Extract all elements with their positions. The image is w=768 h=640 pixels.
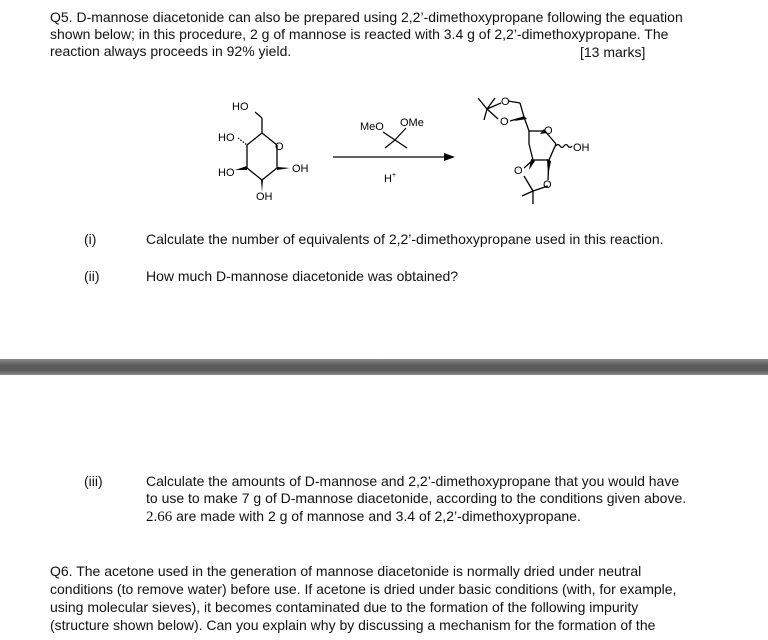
ho-top-label: HO — [232, 101, 249, 113]
ho-mid-label: HO — [218, 132, 235, 144]
product-o-low-left: O — [514, 165, 523, 177]
q5-marks: [13 marks] — [580, 44, 646, 60]
page-divider — [0, 359, 768, 375]
question-i-text: Calculate the number of equivalents of 2,2’-dimethoxypropane used in this reaction. — [146, 231, 664, 247]
product-o-low-right: O — [543, 179, 552, 191]
reaction-scheme — [0, 0, 768, 230]
answer-text: are made with 2 g of mannose and 3.4 of 2,2’-dimethoxypropane. — [172, 508, 581, 524]
question-iii-answer — [146, 508, 581, 526]
acid-catalyst-label: H+ — [384, 172, 397, 185]
reaction-arrow — [333, 153, 455, 161]
q6-line-2: conditions (to remove water) before use. If acetone is dried under basic conditions (with, for example, — [50, 581, 677, 597]
product-oh: OH — [573, 142, 590, 154]
question-iii-line-2: to use to make 7 g of D-mannose diacetonide, according to the conditions given above. — [146, 490, 687, 506]
q6-line-3: using molecular sieves), it becomes contaminated due to the formation of the following impurity — [50, 599, 639, 615]
ome-label: OMe — [400, 117, 424, 129]
oh-right-label: OH — [292, 163, 309, 175]
product-o-ring: O — [500, 116, 509, 128]
ho-low-label: HO — [218, 167, 235, 179]
q6-line-1: Q6. The acetone used in the generation of mannose diacetonide is normally dried under neutral — [50, 563, 642, 579]
oh-bottom-label: OH — [256, 191, 273, 203]
q5-line-1: Q5. D-mannose diacetonide can also be prepared using 2,2’-dimethoxypropane following the equation — [50, 9, 683, 25]
question-iii-line-1: Calculate the amounts of D-mannose and 2,2’-dimethoxypropane that you would have — [146, 473, 680, 489]
product-o-top: O — [501, 96, 510, 108]
dmp-structure — [383, 128, 407, 148]
product-o-right: O — [544, 125, 553, 137]
answer-value: 2.66 — [146, 509, 173, 525]
question-i-number: (i) — [84, 231, 97, 247]
q6-line-4: (structure shown below). Can you explain why by discussing a mechanism for the formation of the — [50, 617, 656, 633]
question-iii-number: (iii) — [84, 473, 103, 489]
diacetonide-structure — [478, 98, 572, 204]
meo-label: MeO — [360, 121, 384, 133]
question-ii-text: How much D-mannose diacetonide was obtained? — [146, 268, 459, 284]
ring-o-label: O — [275, 141, 284, 153]
q5-line-3: reaction always proceeds in 92% yield. — [50, 43, 292, 59]
question-ii-number: (ii) — [84, 268, 100, 284]
q5-line-2: shown below; in this procedure, 2 g of mannose is reacted with 3.4 g of 2,2’-dimethoxypropane. The — [50, 26, 669, 42]
